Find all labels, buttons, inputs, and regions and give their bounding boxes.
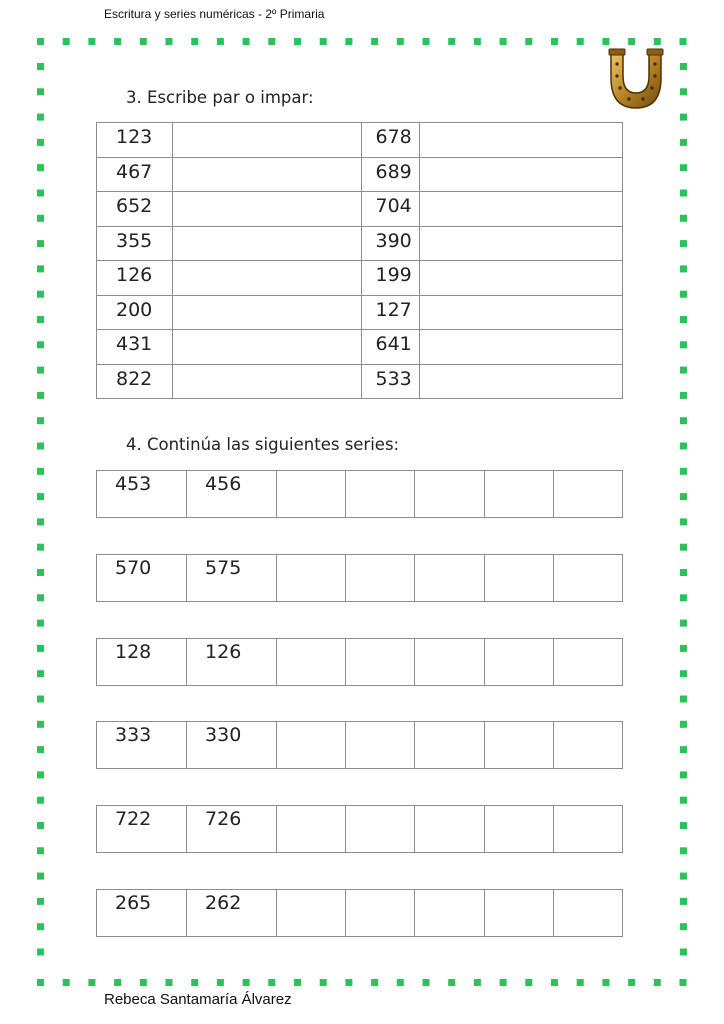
border-square: [37, 949, 44, 956]
border-square: [37, 696, 44, 703]
border-square: [217, 979, 224, 986]
border-square: [680, 721, 687, 728]
parity-number-left: 431: [97, 330, 173, 365]
border-square: [37, 670, 44, 677]
series-second-number: 575: [187, 555, 277, 602]
parity-number-right: 704: [361, 192, 420, 227]
border-square: [680, 367, 687, 374]
border-square: [680, 493, 687, 500]
border-square: [243, 979, 250, 986]
border-square: [37, 923, 44, 930]
parity-answer-left[interactable]: [172, 261, 361, 296]
parity-answer-left[interactable]: [172, 192, 361, 227]
border-square: [140, 38, 147, 45]
border-square: [680, 645, 687, 652]
border-square: [628, 38, 635, 45]
border-square: [474, 979, 481, 986]
border-square: [680, 923, 687, 930]
border-square: [217, 38, 224, 45]
series-blank-cell[interactable]: [346, 890, 415, 937]
border-square: [423, 979, 430, 986]
border-square: [680, 569, 687, 576]
series-blank-cell[interactable]: [415, 639, 484, 686]
border-square: [680, 265, 687, 272]
border-square: [577, 979, 584, 986]
parity-number-right: 641: [361, 330, 420, 365]
series-blank-cell[interactable]: [346, 639, 415, 686]
series-blank-cell[interactable]: [415, 890, 484, 937]
border-square: [680, 63, 687, 70]
border-square: [680, 518, 687, 525]
parity-answer-left[interactable]: [172, 295, 361, 330]
series-blank-cell[interactable]: [484, 471, 553, 518]
border-square: [680, 38, 687, 45]
border-square: [37, 63, 44, 70]
series-blank-cell[interactable]: [277, 806, 346, 853]
border-square: [680, 88, 687, 95]
parity-row: [97, 226, 623, 261]
border-square: [448, 979, 455, 986]
border-square: [680, 417, 687, 424]
series-second-number: 726: [187, 806, 277, 853]
parity-answer-right[interactable]: [420, 192, 623, 227]
border-square: [602, 38, 609, 45]
border-square: [423, 38, 430, 45]
border-square: [680, 822, 687, 829]
border-square: [37, 265, 44, 272]
border-square: [37, 979, 44, 986]
border-square: [37, 114, 44, 121]
series-blank-cell[interactable]: [484, 722, 553, 769]
border-square: [166, 38, 173, 45]
series-blank-cell[interactable]: [346, 555, 415, 602]
border-square: [474, 38, 481, 45]
series-blank-cell[interactable]: [484, 806, 553, 853]
border-square: [37, 873, 44, 880]
exercise-4-title: 4. Continúa las siguientes series:: [126, 435, 400, 454]
border-square: [166, 979, 173, 986]
border-square: [500, 38, 507, 45]
border-square: [37, 215, 44, 222]
border-square: [37, 240, 44, 247]
border-square: [320, 38, 327, 45]
border-square: [63, 38, 70, 45]
parity-number-left: 822: [97, 364, 173, 399]
parity-answer-right[interactable]: [420, 123, 623, 158]
border-square: [37, 569, 44, 576]
border-square: [602, 979, 609, 986]
border-square: [37, 38, 44, 45]
border-square: [680, 696, 687, 703]
border-square: [680, 979, 687, 986]
border-square: [654, 38, 661, 45]
series-blank-cell[interactable]: [346, 806, 415, 853]
parity-answer-right[interactable]: [420, 261, 623, 296]
border-square: [191, 979, 198, 986]
series-second-number: 456: [187, 471, 277, 518]
border-square: [680, 190, 687, 197]
parity-table: [96, 122, 623, 399]
parity-answer-left[interactable]: [172, 364, 361, 399]
series-blank-cell[interactable]: [277, 555, 346, 602]
border-square: [37, 620, 44, 627]
border-square: [680, 771, 687, 778]
border-square: [37, 594, 44, 601]
parity-row: [97, 261, 623, 296]
parity-row: [97, 295, 623, 330]
border-square: [37, 341, 44, 348]
parity-answer-left[interactable]: [172, 123, 361, 158]
border-square: [680, 443, 687, 450]
parity-number-left: 467: [97, 157, 173, 192]
border-square: [37, 139, 44, 146]
parity-number-left: 200: [97, 295, 173, 330]
border-square: [680, 114, 687, 121]
border-square: [114, 979, 121, 986]
border-square: [654, 979, 661, 986]
series-blank-cell[interactable]: [415, 471, 484, 518]
footer-author: Rebeca Santamaría Álvarez: [104, 991, 292, 1008]
series-first-number: 570: [97, 555, 187, 602]
border-square: [551, 979, 558, 986]
border-square: [37, 316, 44, 323]
parity-answer-right[interactable]: [420, 364, 623, 399]
border-square: [680, 949, 687, 956]
border-square: [551, 38, 558, 45]
parity-number-right: 390: [361, 226, 420, 261]
border-square: [628, 979, 635, 986]
series-blank-cell[interactable]: [484, 555, 553, 602]
border-square: [680, 594, 687, 601]
series-first-number: 722: [97, 806, 187, 853]
border-square: [37, 291, 44, 298]
parity-answer-left[interactable]: [172, 226, 361, 261]
border-square: [88, 979, 95, 986]
border-square: [37, 822, 44, 829]
border-square: [37, 468, 44, 475]
series-row: [96, 889, 623, 937]
border-square: [63, 979, 70, 986]
parity-answer-right[interactable]: [420, 330, 623, 365]
border-square: [37, 518, 44, 525]
border-square: [37, 367, 44, 374]
border-square: [37, 164, 44, 171]
border-square: [37, 721, 44, 728]
parity-answer-left[interactable]: [172, 330, 361, 365]
parity-number-left: 652: [97, 192, 173, 227]
series-blank-cell[interactable]: [484, 890, 553, 937]
border-square: [680, 620, 687, 627]
border-square: [37, 746, 44, 753]
border-square: [448, 38, 455, 45]
border-square: [268, 38, 275, 45]
border-square: [37, 493, 44, 500]
parity-answer-right[interactable]: [420, 226, 623, 261]
series-second-number: 126: [187, 639, 277, 686]
horseshoe-icon: [603, 46, 669, 112]
series-blank-cell[interactable]: [553, 890, 622, 937]
parity-number-left: 123: [97, 123, 173, 158]
parity-number-right: 689: [361, 157, 420, 192]
border-square: [37, 771, 44, 778]
border-square: [37, 898, 44, 905]
series-row: [96, 470, 623, 518]
border-square: [88, 38, 95, 45]
border-square: [320, 979, 327, 986]
border-square: [680, 873, 687, 880]
border-square: [680, 316, 687, 323]
border-square: [680, 670, 687, 677]
series-blank-cell[interactable]: [415, 555, 484, 602]
parity-number-right: 678: [361, 123, 420, 158]
border-square: [680, 847, 687, 854]
parity-number-right: 533: [361, 364, 420, 399]
series-blank-cell[interactable]: [277, 890, 346, 937]
series-row: [96, 638, 623, 686]
series-blank-cell[interactable]: [553, 722, 622, 769]
border-square: [140, 979, 147, 986]
border-square: [500, 979, 507, 986]
series-blank-cell[interactable]: [553, 639, 622, 686]
series-first-number: 265: [97, 890, 187, 937]
border-square: [37, 544, 44, 551]
border-square: [371, 979, 378, 986]
border-square: [397, 979, 404, 986]
border-square: [37, 392, 44, 399]
border-square: [680, 291, 687, 298]
border-square: [37, 190, 44, 197]
parity-number-left: 355: [97, 226, 173, 261]
border-square: [577, 38, 584, 45]
border-square: [294, 979, 301, 986]
border-square: [294, 38, 301, 45]
border-square: [37, 847, 44, 854]
border-square: [37, 88, 44, 95]
border-square: [525, 38, 532, 45]
parity-row: [97, 364, 623, 399]
series-blank-cell[interactable]: [415, 806, 484, 853]
series-blank-cell[interactable]: [553, 471, 622, 518]
series-blank-cell[interactable]: [484, 639, 553, 686]
exercise-3-title: 3. Escribe par o impar:: [126, 88, 314, 107]
series-row: [96, 805, 623, 853]
parity-number-right: 199: [361, 261, 420, 296]
series-first-number: 453: [97, 471, 187, 518]
series-row: [96, 721, 623, 769]
border-square: [114, 38, 121, 45]
parity-row: [97, 123, 623, 158]
border-square: [680, 544, 687, 551]
parity-row: [97, 157, 623, 192]
series-blank-cell[interactable]: [277, 639, 346, 686]
border-square: [525, 979, 532, 986]
border-square: [37, 797, 44, 804]
parity-number-right: 127: [361, 295, 420, 330]
border-square: [680, 215, 687, 222]
series-blank-cell[interactable]: [277, 471, 346, 518]
series-row: [96, 554, 623, 602]
parity-row: [97, 330, 623, 365]
parity-number-left: 126: [97, 261, 173, 296]
series-blank-cell[interactable]: [553, 555, 622, 602]
border-square: [680, 797, 687, 804]
border-square: [37, 417, 44, 424]
border-square: [680, 746, 687, 753]
border-square: [37, 443, 44, 450]
border-square: [680, 240, 687, 247]
series-blank-cell[interactable]: [415, 722, 484, 769]
series-blank-cell[interactable]: [553, 806, 622, 853]
border-square: [680, 468, 687, 475]
border-square: [191, 38, 198, 45]
series-blank-cell[interactable]: [277, 722, 346, 769]
border-square: [243, 38, 250, 45]
border-square: [345, 979, 352, 986]
border-square: [680, 341, 687, 348]
series-first-number: 333: [97, 722, 187, 769]
border-square: [680, 392, 687, 399]
parity-row: [97, 192, 623, 227]
border-square: [371, 38, 378, 45]
border-square: [345, 38, 352, 45]
border-square: [397, 38, 404, 45]
series-second-number: 262: [187, 890, 277, 937]
parity-answer-right[interactable]: [420, 295, 623, 330]
series-first-number: 128: [97, 639, 187, 686]
series-blank-cell[interactable]: [346, 722, 415, 769]
border-square: [680, 164, 687, 171]
border-square: [680, 139, 687, 146]
series-second-number: 330: [187, 722, 277, 769]
border-square: [680, 898, 687, 905]
parity-answer-right[interactable]: [420, 157, 623, 192]
border-square: [268, 979, 275, 986]
parity-answer-left[interactable]: [172, 157, 361, 192]
border-square: [37, 645, 44, 652]
series-blank-cell[interactable]: [346, 471, 415, 518]
header-text: Escritura y series numéricas - 2º Primaria: [104, 7, 325, 21]
